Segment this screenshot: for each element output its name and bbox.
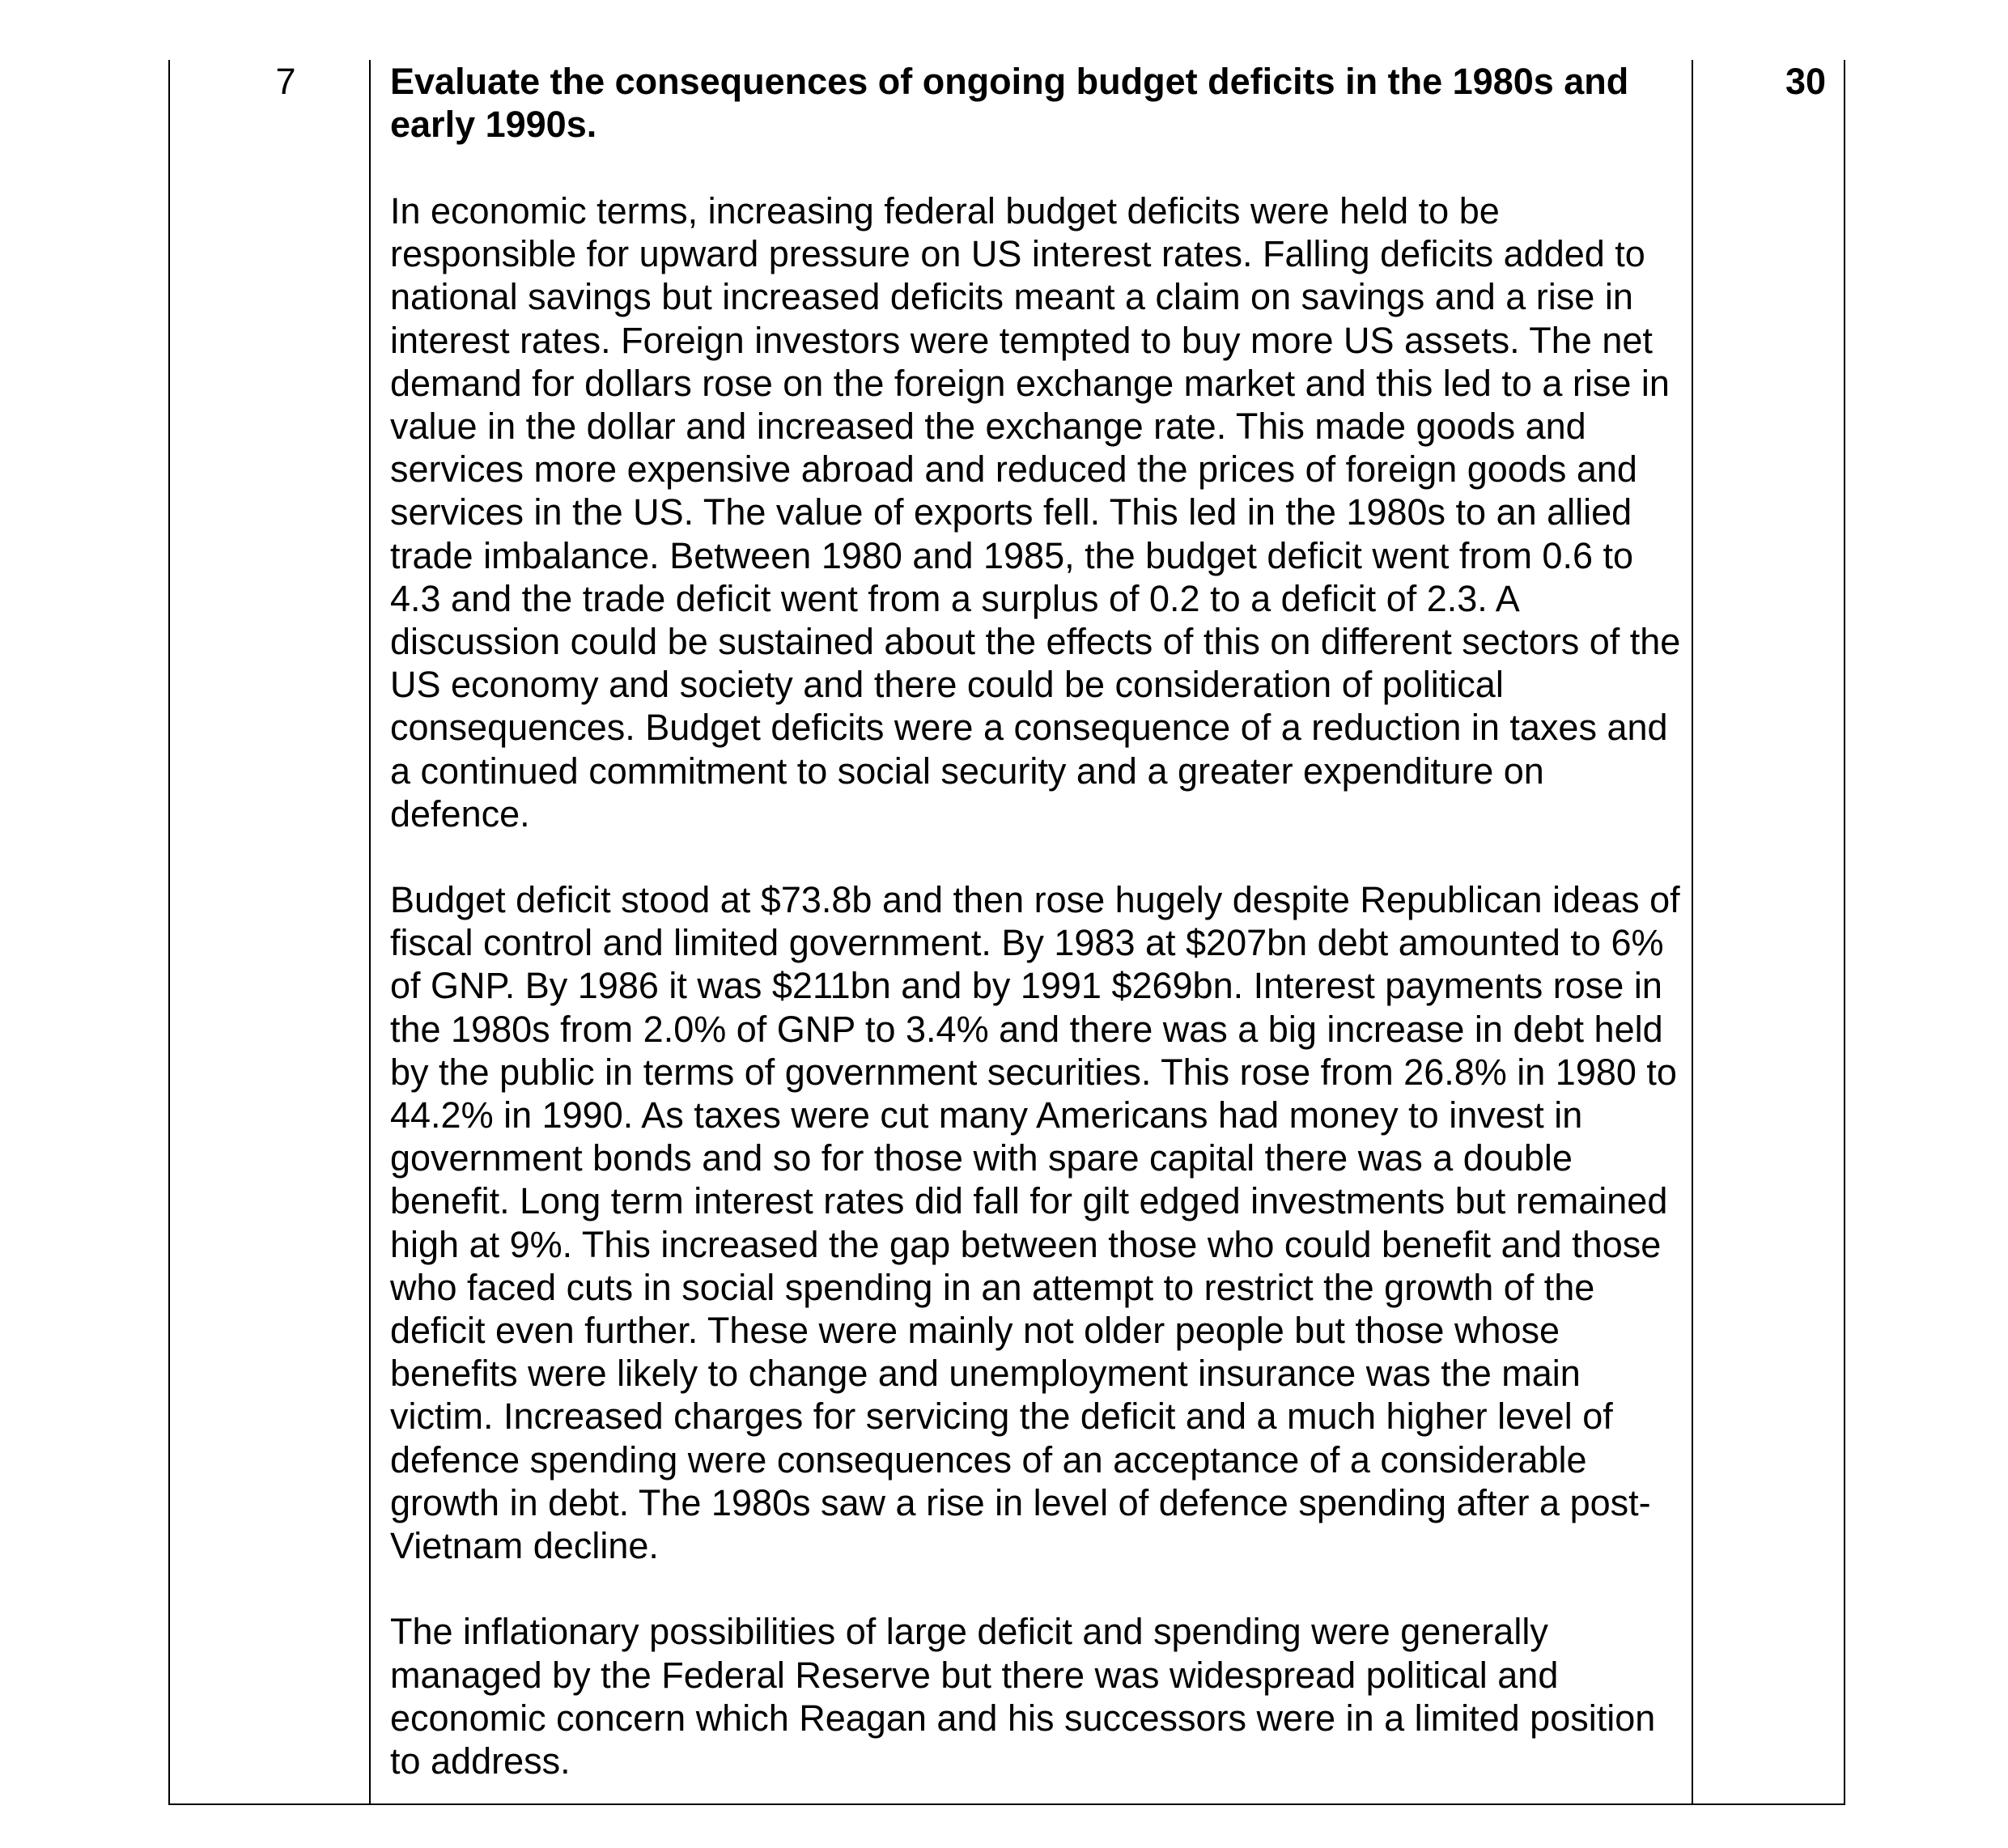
- answer-paragraph-1: In economic terms, increasing federal budget deficits were held to be responsible for upward pressure on US interest rates. Falling deficits added to national savings but increased deficits meant a claim on savings and a rise in interest rates. Foreign investors were tempted to buy more US assets. The net demand for dollars rose on the foreign exchange market and this led to a rise in value in the dollar and increased the exchange rate. This made goods and services more expensive abroad and reduced the prices of foreign goods and services in the US. The value of exports fell. This led in the 1980s to an allied trade imbalance. Between 1980 and 1985, the budget deficit went from 0.6 to 4.3 and the trade deficit went from a surplus of 0.2 to a deficit of 2.3. A discussion could be sustained about the effects of this on different sectors of the US economy and society and there could be consideration of political consequences. Budget deficits were a consequence of a reduction in taxes and a continued commitment to social security and a greater expenditure on defence.: [390, 190, 1681, 835]
- question-number: 7: [275, 61, 296, 102]
- answer-cell: [371, 60, 1693, 1803]
- answer-body: [390, 60, 1685, 1782]
- marks-cell: [1693, 60, 1844, 1803]
- question-title: Evaluate the consequences of ongoing budget deficits in the 1980s and early 1990s.: [390, 61, 1629, 145]
- question-number-cell: [170, 60, 371, 1803]
- answer-paragraph-2: Budget deficit stood at $73.8b and then rose hugely despite Republican ideas of fiscal control and limited government. By 1983 at $207bn debt amounted to 6% of GNP. By 1986 it was $211bn and by 1991 $269bn. Interest payments rose in the 1980s from 2.0% of GNP to 3.4% and there was a big increase in debt held by the public in terms of government securities. This rose from 26.8% in 1980 to 44.2% in 1990. As taxes were cut many Americans had money to invest in government bonds and so for those with spare capital there was a double benefit. Long term interest rates did fall for gilt edged investments but remained high at 9%. This increased the gap between those who could benefit and those who faced cuts in social spending in an attempt to restrict the growth of the deficit even further. These were mainly not older people but those whose benefits were likely to change and unemployment insurance was the main victim. Increased charges for servicing the deficit and a much higher level of defence spending were consequences of an acceptance of a considerable growth in debt. The 1980s saw a rise in level of defence spending after a post-Vietnam decline.: [390, 879, 1680, 1567]
- answer-paragraph-3: The inflationary possibilities of large deficit and spending were generally managed by the Federal Reserve but there was widespread political and economic concern which Reagan and his successors were in a limited position to address.: [390, 1611, 1656, 1782]
- marks-value: 30: [1785, 61, 1826, 102]
- mark-scheme-table: [168, 60, 1845, 1805]
